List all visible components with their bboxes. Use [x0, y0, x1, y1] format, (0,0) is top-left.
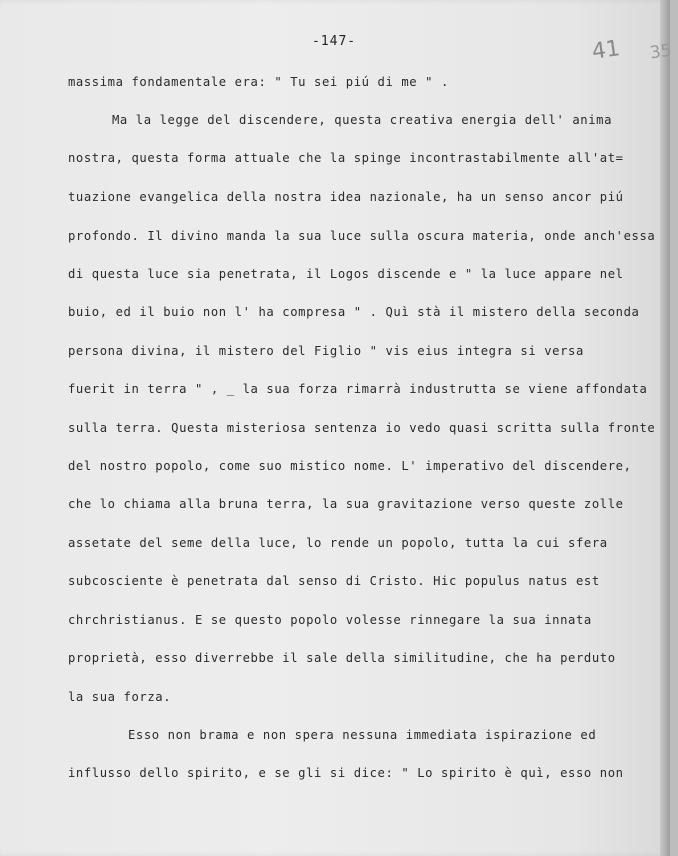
text-line-4: tuazione evangelica della nostra idea nazionale, ha un senso ancor piú — [68, 190, 624, 204]
text-line-10: sulla terra. Questa misteriosa sentenza io vedo quasi scritta sulla fronte — [68, 421, 656, 435]
text-line-7: buio, ed il buio non l' ha compresa " . Quì stà il mistero della seconda — [68, 305, 640, 319]
text-line-9: fuerit in terra " , _ la sua forza rimarrà industrutta se viene affondata — [68, 382, 648, 396]
text-line-8: persona divina, il mistero del Figlio " vis eius integra si versa — [68, 344, 584, 358]
text-line-2: Ma la legge del discendere, questa creativa energia dell' anima — [112, 113, 613, 127]
text-line-5: profondo. Il divino manda la sua luce sulla oscura materia, onde anch'essa — [68, 229, 656, 243]
page-number: -147- — [312, 34, 357, 49]
text-line-14: subcosciente è penetrata dal senso di Cristo. Hic populus natus est — [68, 574, 600, 588]
text-line-15: chrchristianus. E se questo popolo volesse rinnegare la sua innata — [68, 613, 592, 627]
text-line-3: nostra, questa forma attuale che la spinge incontrastabilmente all'at= — [68, 151, 624, 165]
text-line-6: di questa luce sia penetrata, il Logos discende e " la luce appare nel — [68, 267, 624, 281]
text-line-13: assetate del seme della luce, lo rende un popolo, tutta la cui sfera — [68, 536, 608, 550]
text-line-1: massima fondamentale era: " Tu sei piú di me " . — [68, 75, 449, 89]
pencil-page-number: 41 — [590, 36, 622, 65]
text-line-11: del nostro popolo, come suo mistico nome. L' imperativo del discendere, — [68, 459, 632, 473]
text-line-12: che lo chiama alla bruna terra, la sua gravitazione verso queste zolle — [68, 497, 624, 511]
text-line-17: la sua forza. — [68, 690, 172, 704]
text-line-16: proprietà, esso diverrebbe il sale della similitudine, che ha perduto — [68, 651, 616, 665]
pencil-page-number-secondary: 35 — [648, 40, 673, 64]
text-line-19: influsso dello spirito, e se gli si dice: " Lo spirito è quì, esso non — [68, 766, 624, 780]
text-line-18: Esso non brama e non spera nessuna immediata ispirazione ed — [128, 728, 597, 742]
